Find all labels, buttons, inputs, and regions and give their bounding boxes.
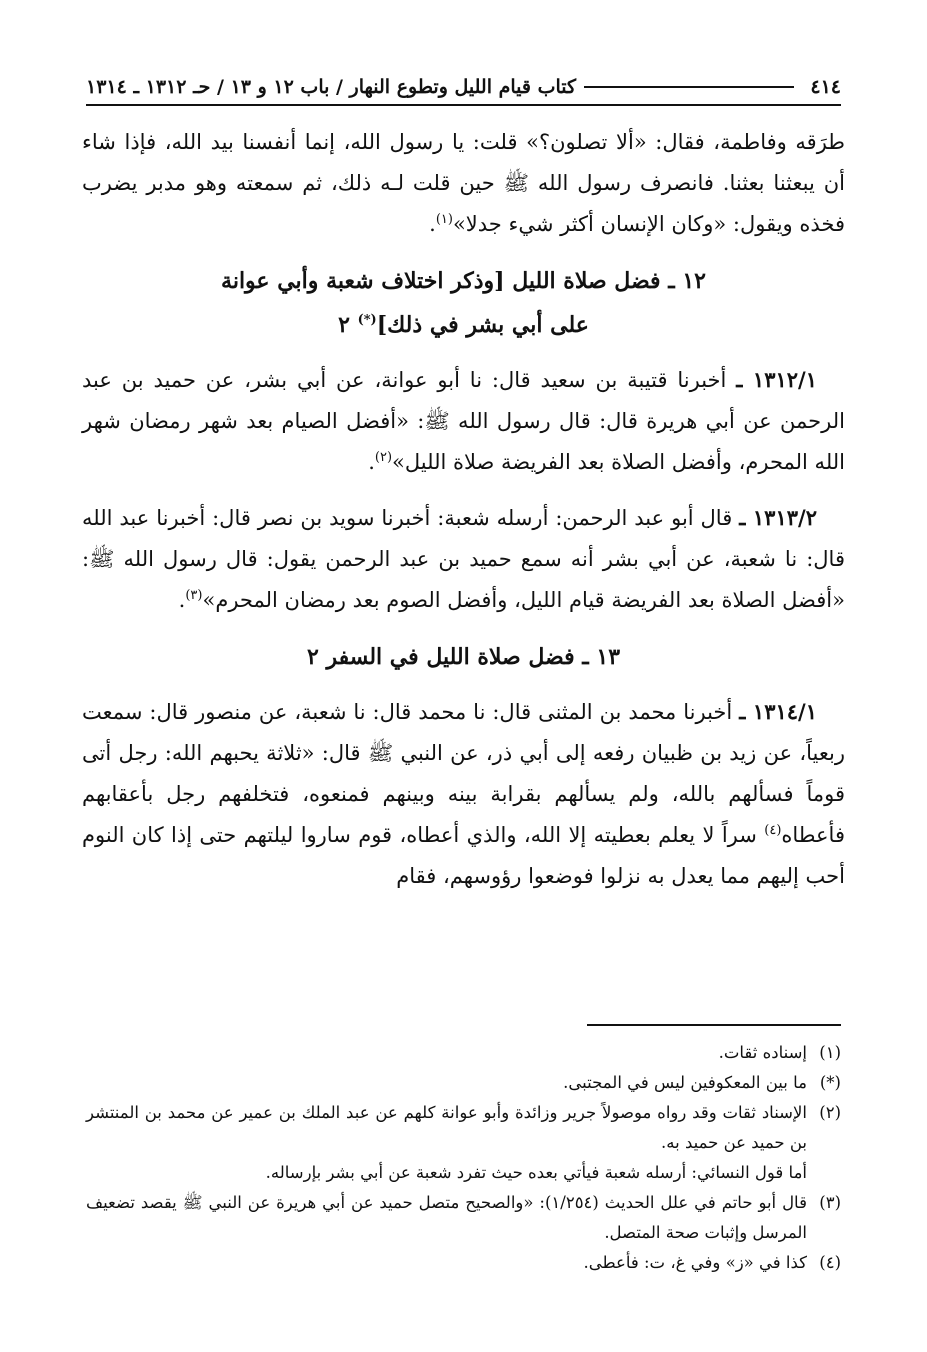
section-12-line1: ١٢ ـ فضل صلاة الليل [وذكر اختلاف شعبة وأبي عوانة: [221, 268, 706, 294]
section-12-suffix: ٢: [338, 312, 350, 338]
footnote-item: [86, 1158, 841, 1188]
hadith-text: قال أبو عبد الرحمن: أرسله شعبة: أخبرنا سويد بن نصر قال: أخبرنا عبد الله قال: نا شعبة، عن أبي بشر أنه سمع حميد بن عبد الرحمن يقول: قال رسول الله ﷺ: «أفضل الصلاة بعد الفريضة قيام الليل، وأفضل الصوم بعد رمضان المحرم»: [82, 506, 845, 612]
footnote-mark: [807, 1158, 841, 1188]
footnote-item: [86, 1248, 841, 1278]
section-12-heading: [82, 259, 845, 347]
hadith-number: ١٣١٢/١ ـ: [736, 367, 817, 392]
section-12-line2: على أبي بشر في ذلك]: [376, 312, 589, 338]
footnote-ref: (٢): [374, 450, 393, 465]
footnote-text: الإسناد ثقات وقد رواه موصولاً جرير وزائدة وأبو عوانة كلهم عن عبد الملك بن عمير عن محمد بن المنتشر بن حميد عن حميد به.: [86, 1103, 807, 1152]
hadith-text-cont: سراً لا يعلم بعطيته إلا الله، والذي أعطاه، قوم ساروا ليلتهم حتى إذا كان النوم أحب إليهم مما يعدل به نزلوا فوضعوا رؤوسهم، فقام: [82, 823, 845, 888]
footnote-item: [86, 1068, 841, 1098]
hadith-text: أخبرنا قتيبة بن سعيد قال: نا أبو عوانة، عن أبي بشر، عن حميد بن عبد الرحمن عن أبي هريرة قال: قال رسول الله ﷺ: «أفضل الصيام بعد شهر رمضان شهر الله المحرم، وأفضل الصلاة بعد الفريضة صلاة الليل»: [82, 368, 845, 474]
header-rule: [584, 86, 794, 88]
footnote-text: إسناده ثقات.: [718, 1043, 807, 1062]
hadith-1313: ١٣١٣/٢ ـ قال أبو عبد الرحمن: أرسله شعبة: أخبرنا سويد بن نصر قال: أخبرنا عبد الله قال: نا شعبة، عن أبي بشر أنه سمع حميد بن عبد الرحمن يقول: قال رسول الله ﷺ: «أفضل الصلاة بعد الفريضة قيام الليل، وأفضل الصوم بعد رمضان المحرم»$^{(٣)}$.: [82, 505, 845, 612]
footnote-ref: (*): [357, 312, 377, 328]
page-number: ٤١٤: [810, 76, 841, 98]
hadith-number: ١٣١٣/٢ ـ: [739, 505, 817, 530]
footnote-mark: (٣): [819, 1193, 841, 1212]
footnote-mark: (٢): [819, 1103, 841, 1122]
footnote-ref: (٣): [185, 588, 203, 603]
running-header: [86, 70, 841, 106]
hadith-text: أخبرنا محمد بن المثنى قال: نا محمد قال: نا شعبة، عن منصور قال: سمعت ربعياً، عن زيد بن ظبيان رفعه إلى أبي ذر، عن النبي ﷺ قال: «ثلاثة يحبهم الله: رجل أتى قوماً فسألهم بالله، ولم يسألهم بقرابة بينه وبينهم فمنعوه، فتخلفهم رجل بأعقابهم فأعطاه: [82, 700, 845, 847]
footnote-mark: (٤): [819, 1253, 841, 1272]
footnote-item: [86, 1098, 841, 1158]
hadith-number: ١٣١٤/١ ـ: [739, 699, 817, 724]
footnote-ref: (١): [435, 212, 453, 227]
footnote-text: كذا في «ز» وفي غ، ت: فأعطى.: [583, 1253, 807, 1272]
header-title: كتاب قيام الليل وتطوع النهار / باب ١٢ و ١٣ / حـ ١٣١٢ ـ ١٣١٤: [86, 76, 577, 98]
footnote-text: ما بين المعكوفين ليس في المجتبى.: [563, 1073, 807, 1092]
footnote-text: أما قول النسائي: أرسله شعبة فيأتي بعده حيث تفرد شعبة عن أبي بشر بإرساله.: [265, 1163, 807, 1182]
hadith-1312: ١٣١٢/١ ـ أخبرنا قتيبة بن سعيد قال: نا أبو عوانة، عن أبي بشر، عن حميد بن عبد الرحمن عن أبي هريرة قال: قال رسول الله ﷺ: «أفضل الصيام بعد شهر رمضان شهر الله المحرم، وأفضل الصلاة بعد الفريضة صلاة الليل»$^{(٢)}$.: [82, 367, 845, 474]
footnote-ref: (٤): [764, 823, 782, 838]
intro-text: طرَقه وفاطمة، فقال: «ألا تصلون؟» قلت: يا رسول الله، إنما أنفسنا بيد الله، فإذا شاء أن يبعثنا بعثنا. فانصرف رسول الله ﷺ حين قلت لـه ذلك، ثم سمعته وهو مدبر يضرب فخذه ويقول: «وكان الإنسان أكثر شيء جدلا»: [82, 130, 845, 236]
footnote-item: [86, 1038, 841, 1068]
section-12-line2-wrap: [82, 303, 845, 347]
footnotes: [86, 1038, 841, 1278]
main-text: [82, 122, 845, 911]
intro-paragraph: طرَقه وفاطمة، فقال: «ألا تصلون؟» قلت: يا رسول الله، إنما أنفسنا بيد الله، فإذا شاء أن يبعثنا بعثنا. فانصرف رسول الله ﷺ حين قلت لـه ذلك، ثم سمعته وهو مدبر يضرب فخذه ويقول: «وكان الإنسان أكثر شيء جدلا»$^{(١)}$.: [82, 130, 845, 236]
footnote-mark: (١): [819, 1043, 841, 1062]
footnote-separator: [587, 1024, 841, 1026]
footnote-mark: (*): [819, 1073, 841, 1092]
footnote-text: قال أبو حاتم في علل الحديث (١/٢٥٤): «والصحيح متصل حميد عن أبي هريرة عن النبي ﷺ يقصد تضعيف المرسل وإثبات صحة المتصل.: [86, 1193, 807, 1242]
hadith-1314: [82, 691, 845, 897]
section-13-heading: ١٣ ـ فضل صلاة الليل في السفر ٢: [306, 644, 621, 670]
footnote-item: [86, 1188, 841, 1248]
